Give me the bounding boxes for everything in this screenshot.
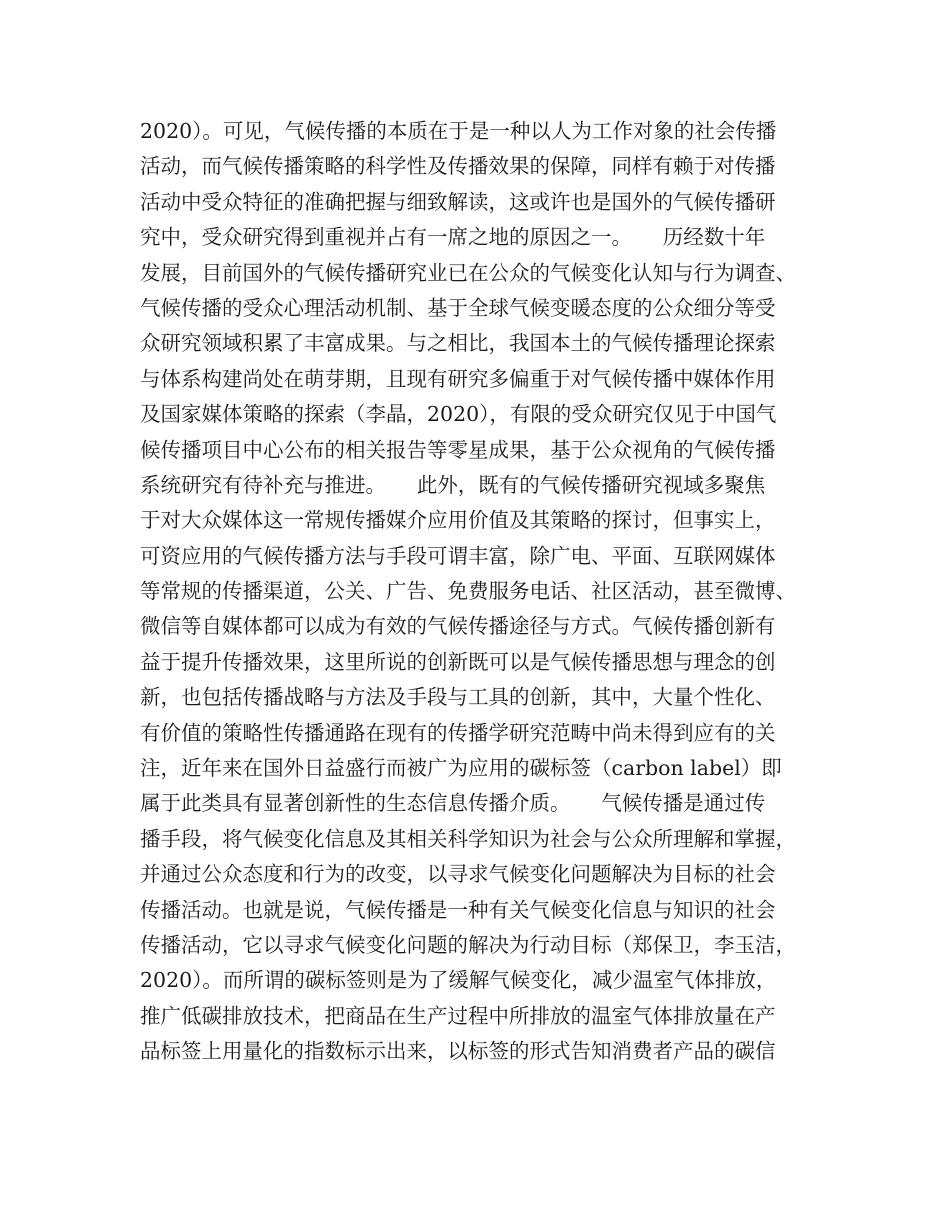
text-line: 新，也包括传播战略与方法及手段与工具的创新，其中，大量个性化、 [140, 685, 776, 710]
text-line: 益于提升传播效果，这里所说的创新既可以是气候传播思想与理念的创 [140, 649, 776, 674]
text-line: 品标签上用量化的指数标示出来，以标签的形式告知消费者产品的碳信 [140, 1039, 776, 1064]
body-text [140, 114, 830, 1070]
text-line: 推广低碳排放技术，把商品在生产过程中所排放的温室气体排放量在产 [140, 1003, 776, 1028]
text-line: 有价值的策略性传播通路在现有的传播学研究范畴中尚未得到应有的关 [140, 720, 776, 745]
text-line: 众研究领域积累了丰富成果。与之相比，我国本土的气候传播理论探索 [140, 331, 776, 356]
text-line: 究中，受众研究得到重视并占有一席之地的原因之一。 历经数十年 [140, 225, 766, 250]
text-line: 于对大众媒体这一常规传播媒介应用价值及其策略的探讨，但事实上， [140, 508, 776, 533]
text-line: 与体系构建尚处在萌芽期，且现有研究多偏重于对气候传播中媒体作用 [140, 366, 776, 391]
text-line: 属于此类具有显著创新性的生态信息传播介质。 气候传播是通过传 [140, 791, 766, 816]
text-line: 活动，而气候传播策略的科学性及传播效果的保障，同样有赖于对传播 [140, 154, 776, 179]
text-line: 2020）。可见，气候传播的本质在于是一种以人为工作对象的社会传播 [140, 119, 777, 143]
text-line: 及国家媒体策略的探索（李晶，2020），有限的受众研究仅见于中国气 [140, 402, 777, 427]
text-line: 活动中受众特征的准确把握与细致解读，这或许也是国外的气候传播研 [140, 189, 776, 214]
text-line: 等常规的传播渠道，公关、广告、免费服务电话、社区活动，甚至微博、 [140, 579, 796, 604]
text-line: 可资应用的气候传播方法与手段可谓丰富，除广电、平面、互联网媒体 [140, 543, 776, 568]
text-line: 候传播项目中心公布的相关报告等零星成果，基于公众视角的气候传播 [140, 437, 776, 462]
text-line: 系统研究有待补充与推进。 此外，既有的气候传播研究视域多聚焦 [140, 472, 766, 497]
text-line: 发展，目前国外的气候传播研究业已在公众的气候变化认知与行为调查、 [140, 260, 796, 285]
text-line: 2020）。而所谓的碳标签则是为了缓解气候变化，减少温室气体排放， [140, 968, 777, 993]
text-line: 并通过公众态度和行为的改变，以寻求气候变化问题解决为目标的社会 [140, 862, 776, 887]
text-line: 注，近年来在国外日益盛行而被广为应用的碳标签（carbon label）即 [140, 756, 782, 781]
text-line: 传播活动。也就是说，气候传播是一种有关气候变化信息与知识的社会 [140, 897, 776, 922]
text-line: 播手段，将气候变化信息及其相关科学知识为社会与公众所理解和掌握， [140, 826, 796, 851]
text-line: 传播活动，它以寻求气候变化问题的解决为行动目标（郑保卫，李玉洁， [140, 932, 796, 957]
text-line: 气候传播的受众心理活动机制、基于全球气候变暖态度的公众细分等受 [140, 295, 776, 320]
text-line: 微信等自媒体都可以成为有效的气候传播途径与方式。气候传播创新有 [140, 614, 776, 639]
